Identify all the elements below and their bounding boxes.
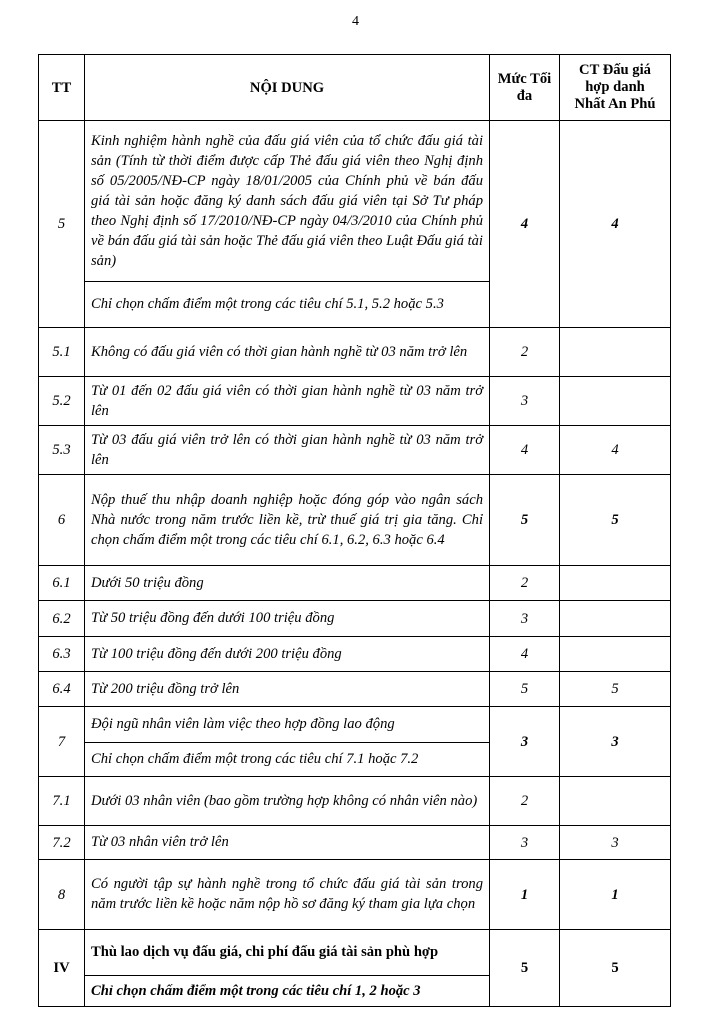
header-noi-dung: NỘI DUNG — [85, 55, 490, 121]
row-tt: 6.4 — [39, 672, 85, 707]
row-tt: 7 — [39, 707, 85, 777]
row-tt: 7.2 — [39, 826, 85, 860]
row-tt: 5.2 — [39, 377, 85, 426]
table-row — [39, 777, 671, 826]
header-tt: TT — [39, 55, 85, 121]
row-tt: 6 — [39, 475, 85, 566]
table-row — [39, 930, 671, 976]
table-row — [39, 426, 671, 475]
row-ct-score: 1 — [560, 860, 671, 930]
row-note: Chỉ chọn chấm điểm một trong các tiêu chí 1, 2 hoặc 3 — [85, 976, 490, 1007]
header-ct-dau-gia: CT Đấu giá hợp danh Nhất An Phú — [560, 55, 671, 121]
table-row — [39, 121, 671, 282]
row-ct-score — [560, 601, 671, 637]
row-tt: IV — [39, 930, 85, 1007]
table-row — [39, 377, 671, 426]
row-content: Từ 03 nhân viên trở lên — [85, 826, 490, 860]
row-ct-score: 3 — [560, 826, 671, 860]
table-row — [39, 637, 671, 672]
row-content: Kinh nghiệm hành nghề của đấu giá viên của tổ chức đấu giá tài sản (Tính từ thời điểm được cấp Thẻ đấu giá viên theo Nghị định số 05/2005/NĐ-CP ngày 18/01/2005 của Chính phủ về bán đấu giá tài sản hoặc đăng ký danh sách đấu giá viên tại Sở Tư pháp theo Nghị định số 17/2010/NĐ-CP ngày 04/3/2010 của Chính phủ về bán đấu giá tài sản hoặc Thẻ đấu giá viên theo Luật Đấu giá tài sản) — [85, 121, 490, 282]
row-tt: 8 — [39, 860, 85, 930]
row-ct-score: 3 — [560, 707, 671, 777]
row-max: 3 — [490, 707, 560, 777]
row-tt: 5 — [39, 121, 85, 328]
table-row — [39, 328, 671, 377]
row-ct-score: 5 — [560, 475, 671, 566]
row-content: Không có đấu giá viên có thời gian hành nghề từ 03 năm trở lên — [85, 328, 490, 377]
row-note: Chỉ chọn chấm điểm một trong các tiêu chí 7.1 hoặc 7.2 — [85, 743, 490, 777]
row-max: 5 — [490, 930, 560, 1007]
row-tt: 5.1 — [39, 328, 85, 377]
row-ct-score: 5 — [560, 672, 671, 707]
criteria-table — [38, 54, 671, 1007]
row-content: Từ 01 đến 02 đấu giá viên có thời gian hành nghề từ 03 năm trở lên — [85, 377, 490, 426]
row-ct-score: 5 — [560, 930, 671, 1007]
row-tt: 6.2 — [39, 601, 85, 637]
row-content: Đội ngũ nhân viên làm việc theo hợp đồng lao động — [85, 707, 490, 743]
row-max: 3 — [490, 601, 560, 637]
row-ct-score — [560, 777, 671, 826]
row-max: 3 — [490, 377, 560, 426]
row-content: Dưới 50 triệu đồng — [85, 566, 490, 601]
row-ct-score — [560, 566, 671, 601]
table-row — [39, 672, 671, 707]
row-content: Từ 03 đấu giá viên trở lên có thời gian hành nghề từ 03 năm trở lên — [85, 426, 490, 475]
row-content: Có người tập sự hành nghề trong tổ chức đấu giá tài sản trong năm trước liền kề hoặc năm nộp hồ sơ đăng ký tham gia lựa chọn — [85, 860, 490, 930]
row-max: 4 — [490, 121, 560, 328]
row-max: 4 — [490, 426, 560, 475]
row-tt: 7.1 — [39, 777, 85, 826]
row-ct-score: 4 — [560, 121, 671, 328]
row-ct-score — [560, 328, 671, 377]
row-ct-score — [560, 377, 671, 426]
row-max: 5 — [490, 475, 560, 566]
table-row — [39, 707, 671, 743]
table-row — [39, 860, 671, 930]
page-number: 4 — [352, 14, 359, 29]
row-content: Nộp thuế thu nhập doanh nghiệp hoặc đóng góp vào ngân sách Nhà nước trong năm trước liền kề, trừ thuế giá trị gia tăng. Chỉ chọn chấm điểm một trong các tiêu chí 6.1, 6.2, 6.3 hoặc 6.4 — [85, 475, 490, 566]
table-row — [39, 601, 671, 637]
row-tt: 6.1 — [39, 566, 85, 601]
row-max: 3 — [490, 826, 560, 860]
row-content: Từ 200 triệu đồng trở lên — [85, 672, 490, 707]
row-max: 2 — [490, 328, 560, 377]
row-max: 5 — [490, 672, 560, 707]
row-ct-score: 4 — [560, 426, 671, 475]
row-ct-score — [560, 637, 671, 672]
row-content: Từ 100 triệu đồng đến dưới 200 triệu đồng — [85, 637, 490, 672]
header-muc-toi-da: Mức Tối đa — [490, 55, 560, 121]
row-max: 2 — [490, 566, 560, 601]
row-tt: 5.3 — [39, 426, 85, 475]
table-row — [39, 475, 671, 566]
row-note: Chỉ chọn chấm điểm một trong các tiêu chí 5.1, 5.2 hoặc 5.3 — [85, 282, 490, 328]
row-max: 2 — [490, 777, 560, 826]
table-row — [39, 826, 671, 860]
table-row — [39, 566, 671, 601]
row-content: Dưới 03 nhân viên (bao gồm trường hợp không có nhân viên nào) — [85, 777, 490, 826]
row-tt: 6.3 — [39, 637, 85, 672]
row-content: Từ 50 triệu đồng đến dưới 100 triệu đồng — [85, 601, 490, 637]
header-row — [39, 55, 671, 121]
row-content: Thù lao dịch vụ đấu giá, chi phí đấu giá tài sản phù hợp — [85, 930, 490, 976]
row-max: 1 — [490, 860, 560, 930]
row-max: 4 — [490, 637, 560, 672]
